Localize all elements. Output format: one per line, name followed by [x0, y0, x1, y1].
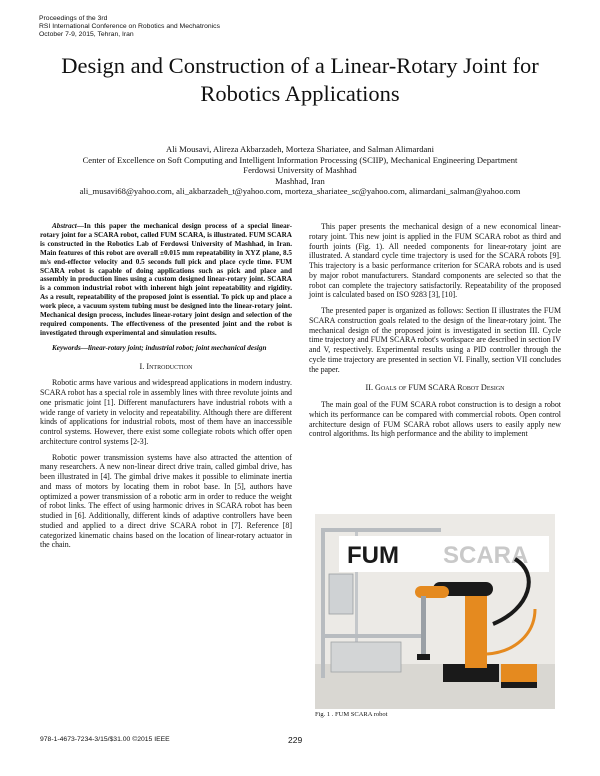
abstract-text: —In this paper the mechanical design process of a special linear-rotary joint for a SCARA robot, called FUM SCARA, is illustrated. FUM SCARA is constructed in the Robotics Lab of Ferdowsi University of Mashhad, in Iran. Main features of this robot are overall ±0.015 mm repeatability in XYZ plane, 8.5 m/s end-effector velocity and 0.5 seconds full pick and place cycle time. FUM SCARA robot is capable of doing applications such as pick and place and assembly in production lines using a custom designed linear-rotary joint. SCARA is a common industrial robot with inherent high joint repeatability and rigidity. As a result, repeatability of the proposed joint is essential. To pick up and place a work piece, a vacuum system tubing must be designed into the linear-rotary joint. Mechanical design process, includes linear-rotary joint design and selection of the required components. The effectiveness of the presented joint and the robot is investigated through experimental and simulation results.: [40, 222, 292, 337]
robot-illustration: [315, 514, 555, 709]
paper-title: [20, 52, 580, 108]
pedestal: [501, 664, 537, 684]
keywords-label: Keywords: [52, 343, 81, 352]
robot-arm-2: [415, 586, 449, 598]
frame-post: [321, 528, 325, 678]
left-column: [40, 222, 292, 550]
paragraph: This paper presents the mechanical design of a new economical linear-rotary joint. This new joint is applied in the FUM SCARA robot as third and fourth joints (Fig. 1). All needed components for linear-rotary joint are illustrated. A standard cycle time trajectory is used for the SCARA robots [9]. This trajectory is a basic performance criterion for SCARA robots and is used by major robot manufacturers. Standard components are selected so that the robot can complete the trajectory satisfactorily. Repeatability of the proposed joint is calculated based on ISO 9283 [3], [10].: [309, 222, 561, 300]
abstract: [40, 222, 292, 338]
header-line: October 7-9, 2015, Tehran, Iran: [39, 31, 134, 38]
frame-beam: [321, 634, 421, 638]
paragraph: Robotic arms have various and widespread applications in modern industry. SCARA robot has a special role in assembly lines with three revolute joints and one prismatic joint [1]. Different manufacturers have industrial robots with a wide range of variety in velocity and repeatability. Although there are different kinds of applications for industrial robots, most of them have an inaccessible control systems. However, there exist some collegiate robots which offer open architecture control systems [2-3].: [40, 378, 292, 446]
banner-label-scara: SCARA: [443, 542, 529, 569]
header-line: RSI International Conference on Robotics and Mechatronics: [39, 23, 220, 30]
title-line: Design and Construction of a Linear-Rotary Joint for: [61, 53, 539, 78]
section-heading-introduction: I. Introduction: [139, 361, 193, 371]
title-line: Robotics Applications: [200, 81, 400, 106]
city: Mashhad, Iran: [275, 175, 325, 186]
author-names: Ali Mousavi, Alireza Akbarzadeh, Morteza Shariatee, and Salman Alimardani: [166, 144, 434, 154]
proceedings-header: [39, 15, 220, 39]
figure-caption: Fig. 1 . FUM SCARA robot: [315, 711, 388, 718]
robot-column: [465, 586, 487, 668]
linear-rotary-shaft: [421, 596, 426, 656]
paragraph: Robotic power transmission systems have also attracted the attention of many researchers. A new non-linear direct drive train, called gimbal drive, has been illustrated in [4]. The gimbal drive makes it possible to eliminate inertia and mass of motors by locating them in robot base. In [5], authors have optimized a power transmission of a robotic arm in order to reduce the weight of robot links. The effect of using harmonic drives in SCARA robot has been studied in [6]. Additionally, different kinds of adaptive controllers have been studied and applied to a direct drive SCARA robot in [7]. Reference [8] categorized kinematic chains based on the location of linear-rotary actuator in the chain.: [40, 452, 292, 550]
work-table: [331, 642, 401, 672]
right-column: [309, 222, 561, 439]
header-line: Proceedings of the 3rd: [39, 15, 108, 22]
emails: ali_musavi68@yahoo.com, ali_akbarzadeh_t@yahoo.com, morteza_shariatee_sc@yahoo.com, alimardani_salman@yahoo.com: [79, 186, 521, 197]
abstract-label: Abstract: [52, 222, 77, 230]
author-block: [20, 144, 580, 197]
pedestal-foot: [501, 682, 537, 688]
copyright-footer: 978-1-4673-7234-3/15/$31.00 ©2015 IEEE: [40, 736, 170, 743]
affiliation: Center of Excellence on Soft Computing and Intelligent Information Processing (SCIIP), Mechanical Engineering Department: [82, 154, 518, 165]
paragraph: The presented paper is organized as follows: Section II illustrates the FUM SCARA construction goals related to the design of the linear-rotary joint. The mechanical design of the proposed joint is investigated in section III. Cycle time trajectory and FUM SCARA robot's workspace are described in section IV and V, respectively. Experimental results using a PID controller through the cycle time trajectory are presented in section VI. Finally, section VII concludes the paper.: [309, 306, 561, 374]
keywords-text: —linear-rotary joint; industrial robot; joint mechanical design: [80, 343, 267, 352]
section-heading-goals: II. Goals of FUM SCARA Robot Design: [365, 383, 505, 393]
page-number: 229: [288, 735, 303, 745]
robot-photo: [315, 514, 555, 709]
control-cabinet: [329, 574, 353, 614]
frame-beam: [321, 528, 441, 532]
paragraph: The main goal of the FUM SCARA robot construction is to design a robot which its performance can be compared with commercial robots. Open control architecture design of FUM SCARA robot allows users to easily apply new control algorithms. Its high performance and the ability to implement: [309, 400, 561, 439]
banner-label-fum: FUM: [347, 542, 399, 569]
keywords: [40, 344, 292, 353]
university: Ferdowsi University of Mashhad: [243, 165, 357, 176]
end-effector: [417, 654, 430, 660]
